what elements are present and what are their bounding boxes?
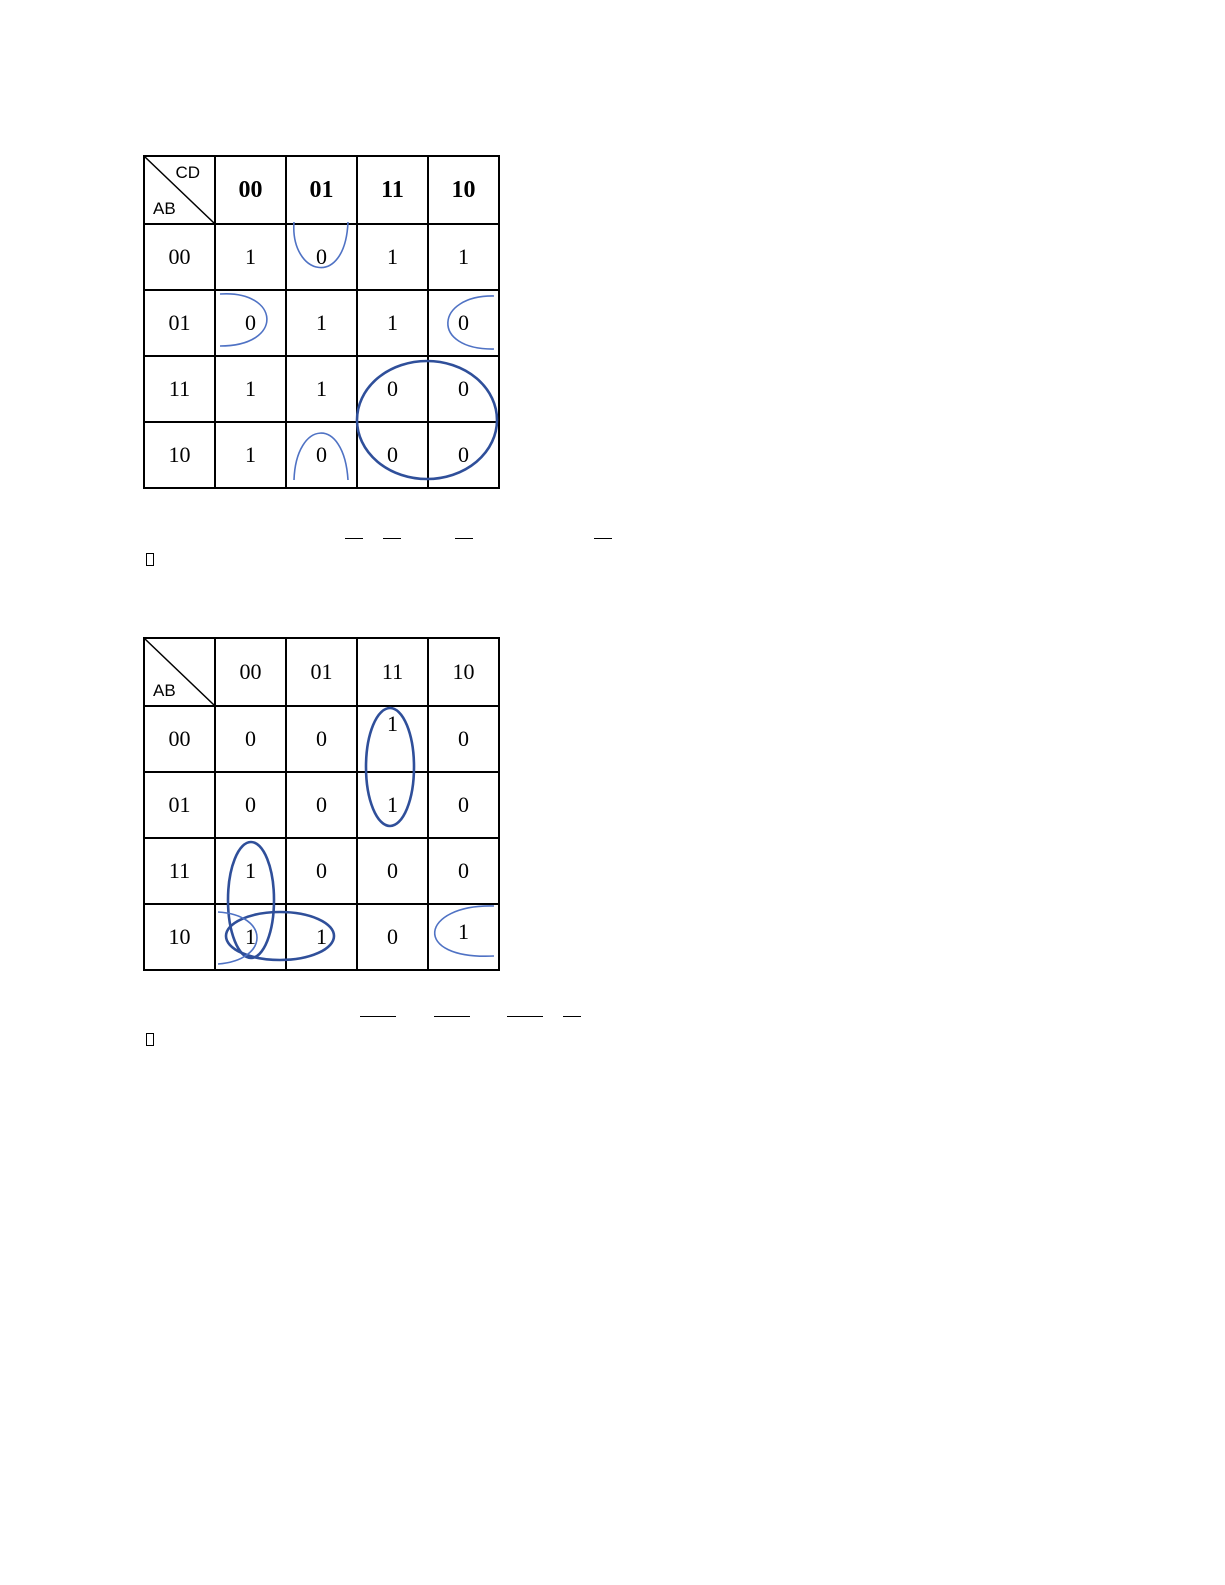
kmap-2-row bbox=[144, 706, 499, 772]
kmap-2-ab-label: AB bbox=[153, 681, 176, 700]
kmap-2-cell: 0 bbox=[428, 772, 499, 838]
kmap-1-cell: 1 bbox=[428, 224, 499, 290]
kmap-2-row-header: 10 bbox=[144, 904, 215, 970]
kmap-2-cell: 1 bbox=[428, 904, 499, 970]
kmap-2-cell: 0 bbox=[286, 706, 357, 772]
kmap-2-col-header: 01 bbox=[286, 638, 357, 706]
overbar bbox=[507, 1016, 543, 1017]
kmap-1-row-header: 00 bbox=[144, 224, 215, 290]
kmap-2-cell: 0 bbox=[357, 838, 428, 904]
kmap-2-row-header: 11 bbox=[144, 838, 215, 904]
kmap-2-cell: 0 bbox=[215, 772, 286, 838]
kmap-2-cell: 1 bbox=[357, 772, 428, 838]
kmap-1-cell: 1 bbox=[215, 356, 286, 422]
kmap-2-row bbox=[144, 904, 499, 970]
kmap-2-cell: 1 bbox=[215, 904, 286, 970]
missing-glyph-box bbox=[146, 553, 154, 566]
kmap-1-cell: 1 bbox=[286, 290, 357, 356]
kmap-2-cell: 0 bbox=[428, 838, 499, 904]
kmap-2-cell: 0 bbox=[286, 838, 357, 904]
kmap-1-cd-label: CD bbox=[175, 163, 200, 182]
kmap-2-col-header: 00 bbox=[215, 638, 286, 706]
kmap-1-ab-label: AB bbox=[153, 199, 176, 218]
kmap-1-cell: 1 bbox=[215, 224, 286, 290]
kmap-1-col-header: 01 bbox=[286, 156, 357, 224]
kmap-1-cell: 0 bbox=[428, 356, 499, 422]
overbar bbox=[434, 1016, 470, 1017]
overbar bbox=[345, 538, 363, 539]
kmap-1-row-header: 01 bbox=[144, 290, 215, 356]
kmap-1-cell: 0 bbox=[286, 422, 357, 488]
kmap-2-cell: 1 bbox=[215, 838, 286, 904]
kmap-2-cell: 0 bbox=[357, 904, 428, 970]
kmap-1-row-header: 11 bbox=[144, 356, 215, 422]
kmap-2-cell: 1 bbox=[286, 904, 357, 970]
kmap-1-col-header: 10 bbox=[428, 156, 499, 224]
kmap-1-cell: 0 bbox=[215, 290, 286, 356]
kmap-1-row bbox=[144, 356, 499, 422]
kmap-2-cell: 1 bbox=[357, 706, 428, 772]
kmap-2-col-header: 11 bbox=[357, 638, 428, 706]
kmap-1-cell: 1 bbox=[215, 422, 286, 488]
overbar bbox=[360, 1016, 396, 1017]
kmap-1-row bbox=[144, 290, 499, 356]
kmap-1-corner bbox=[144, 156, 215, 224]
kmap-2-col-header: 10 bbox=[428, 638, 499, 706]
overbar bbox=[594, 538, 612, 539]
overbar bbox=[563, 1016, 581, 1017]
kmap-2-row-header: 00 bbox=[144, 706, 215, 772]
kmap-1-cell: 0 bbox=[357, 422, 428, 488]
kmap-1-cell: 0 bbox=[286, 224, 357, 290]
kmap-2-cell: 0 bbox=[428, 706, 499, 772]
kmap-1-cell: 1 bbox=[357, 224, 428, 290]
kmap-1-cell: 0 bbox=[428, 422, 499, 488]
kmap-2-cell: 0 bbox=[286, 772, 357, 838]
kmap-1 bbox=[143, 155, 500, 489]
kmap-2-row-header: 01 bbox=[144, 772, 215, 838]
kmap-1-row bbox=[144, 422, 499, 488]
kmap-1-row bbox=[144, 224, 499, 290]
kmap-1-row-header: 10 bbox=[144, 422, 215, 488]
kmap-1-cell: 0 bbox=[428, 290, 499, 356]
kmap-2 bbox=[143, 637, 500, 971]
kmap-1-col-header: 00 bbox=[215, 156, 286, 224]
kmap-2-row bbox=[144, 772, 499, 838]
overbar bbox=[383, 538, 401, 539]
kmap-1-cell: 1 bbox=[286, 356, 357, 422]
missing-glyph-box bbox=[146, 1033, 154, 1046]
kmap-2-corner bbox=[144, 638, 215, 706]
kmap-1-cell: 1 bbox=[357, 290, 428, 356]
kmap-2-row bbox=[144, 838, 499, 904]
kmap-2-cell: 0 bbox=[215, 706, 286, 772]
overbar bbox=[455, 538, 473, 539]
kmap-1-cell: 0 bbox=[357, 356, 428, 422]
kmap-1-col-header: 11 bbox=[357, 156, 428, 224]
